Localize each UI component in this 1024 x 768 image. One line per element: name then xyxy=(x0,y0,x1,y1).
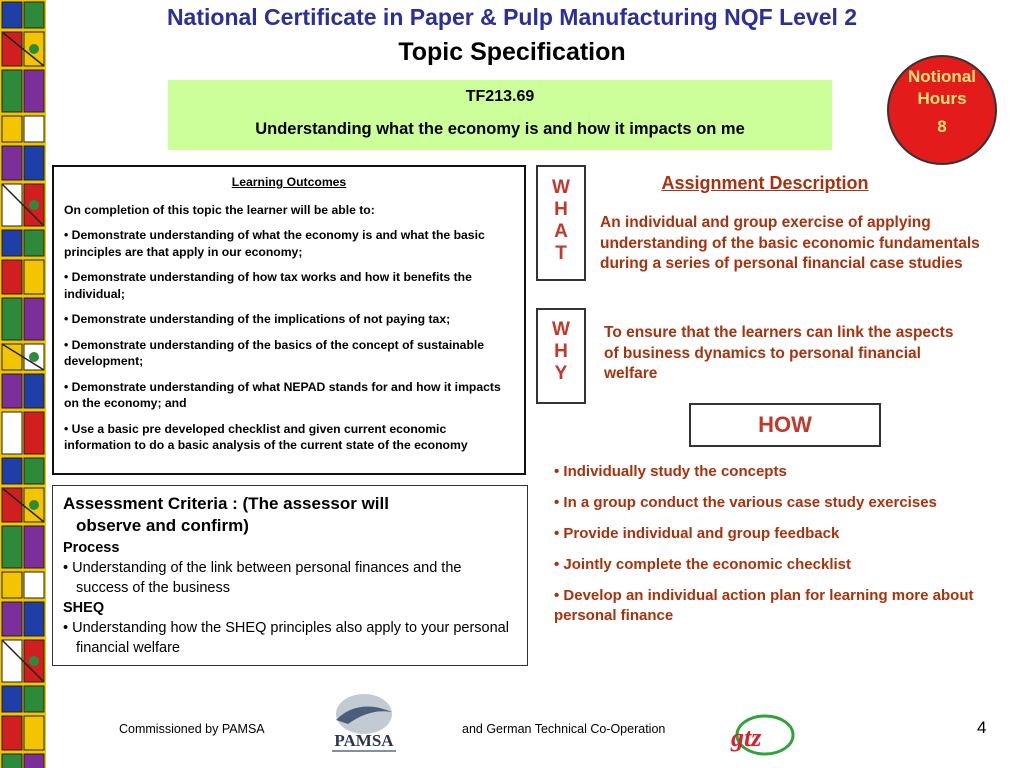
pattern-block xyxy=(2,374,22,408)
page-number: 4 xyxy=(977,718,987,737)
why-text: To ensure that the learners can link the aspects of business dynamics to personal financial welfare xyxy=(604,324,954,382)
why-letter: H xyxy=(554,341,568,362)
pattern-block xyxy=(24,686,44,712)
learning-outcomes-intro: On completion of this topic the learner will be able to: xyxy=(64,202,375,217)
pattern-dot xyxy=(29,656,39,666)
page-subtitle: Topic Specification xyxy=(398,38,626,66)
pattern-block xyxy=(24,716,44,750)
pattern-block xyxy=(2,686,22,712)
footer-partner: and German Technical Co-Operation xyxy=(462,722,666,736)
pattern-block xyxy=(2,602,22,636)
why-box xyxy=(536,308,586,404)
pattern-block xyxy=(2,260,22,294)
pattern-block xyxy=(2,716,22,750)
pattern-block xyxy=(24,260,44,294)
how-list xyxy=(554,462,1004,637)
what-box xyxy=(536,165,586,281)
assessment-heading: Assessment Criteria : (The assessor will xyxy=(63,494,389,513)
assessment-heading-cont: observe and confirm) xyxy=(76,516,249,535)
why-letter: Y xyxy=(554,363,568,384)
how-item: • Individually study the concepts xyxy=(554,463,787,480)
svg-text:gtz: gtz xyxy=(731,723,762,752)
how-item: • Provide individual and group feedback xyxy=(554,525,840,542)
what-letter: W xyxy=(552,177,570,198)
pattern-block xyxy=(2,412,22,454)
how-box: HOW xyxy=(689,403,881,447)
pattern-block xyxy=(24,526,44,568)
notional-hours-badge xyxy=(887,55,997,165)
assignment-description-text: An individual and group exercise of applying understanding of the basic economic fundamentals during a series of personal financial case studies xyxy=(600,214,980,272)
pattern-block xyxy=(2,2,22,28)
pattern-dot xyxy=(29,500,39,510)
pamsa-logo xyxy=(318,690,410,760)
topic-code: TF213.69 xyxy=(465,88,535,105)
hours-value: 8 xyxy=(937,117,947,136)
pattern-block xyxy=(2,526,22,568)
pattern-block xyxy=(24,116,44,142)
learning-outcome-item: • Demonstrate understanding of the implications of not paying tax; xyxy=(64,312,451,326)
assignment-description-heading: Assignment Description xyxy=(661,173,869,193)
pattern-block xyxy=(2,70,22,112)
decorative-pattern-strip xyxy=(0,0,46,768)
learning-outcome-item: • Demonstrate understanding of what NEPAD stands for and how it impacts on the economy; and xyxy=(64,379,501,410)
topic-box xyxy=(168,80,832,150)
pattern-block xyxy=(24,754,44,768)
how-item: • Jointly complete the economic checklist xyxy=(554,556,852,573)
topic-name: Understanding what the economy is and how it impacts on me xyxy=(255,120,745,138)
pattern-block xyxy=(2,298,22,340)
pattern-block xyxy=(2,458,22,484)
learning-outcomes-box xyxy=(52,165,526,475)
pattern-block xyxy=(2,230,22,256)
learning-outcomes-heading: Learning Outcomes xyxy=(231,175,347,189)
pattern-block xyxy=(2,146,22,180)
pattern-block xyxy=(24,230,44,256)
page-title: National Certificate in Paper & Pulp Manufacturing NQF Level 2 xyxy=(166,4,858,30)
pattern-block xyxy=(24,146,44,180)
pattern-dot xyxy=(29,44,39,54)
process-label: Process xyxy=(63,540,120,556)
pattern-block xyxy=(2,184,22,226)
pattern-block xyxy=(2,344,22,370)
process-item: • Understanding of the link between personal finances and the success of the business xyxy=(63,560,462,596)
pattern-dot xyxy=(29,352,39,362)
learning-outcome-item: • Use a basic pre developed checklist and given current economic information to do a basic analysis of the current state of the economy xyxy=(64,421,468,452)
hours-label-line2: Hours xyxy=(917,89,967,108)
what-letter: A xyxy=(554,221,568,242)
pattern-block xyxy=(2,116,22,142)
pattern-block xyxy=(24,412,44,454)
pattern-block xyxy=(24,602,44,636)
what-letter: T xyxy=(555,243,567,264)
pattern-block xyxy=(24,572,44,598)
pattern-block xyxy=(2,572,22,598)
pattern-block xyxy=(24,70,44,112)
learning-outcome-item: • Demonstrate understanding of how tax works and how it benefits the individual; xyxy=(64,270,472,301)
pattern-block xyxy=(2,640,22,682)
pattern-block xyxy=(2,754,22,768)
svg-text:PAMSA: PAMSA xyxy=(334,731,394,750)
pattern-dot xyxy=(29,200,39,210)
pattern-block xyxy=(24,2,44,28)
pattern-block xyxy=(2,32,22,66)
how-item: • Develop an individual action plan for learning more about personal finance xyxy=(554,587,974,624)
what-letter: H xyxy=(554,199,568,220)
pattern-block xyxy=(24,374,44,408)
how-item: • In a group conduct the various case study exercises xyxy=(554,494,937,511)
pattern-block xyxy=(2,488,22,522)
footer-commissioned: Commissioned by PAMSA xyxy=(119,722,265,736)
learning-outcome-item: • Demonstrate understanding of the basics of the concept of sustainable development; xyxy=(64,337,485,368)
sheq-label: SHEQ xyxy=(63,600,105,616)
pattern-block xyxy=(24,298,44,340)
pattern-block xyxy=(24,458,44,484)
sheq-item: • Understanding how the SHEQ principles also apply to your personal financial welfare xyxy=(63,620,509,656)
why-letter: W xyxy=(552,319,570,340)
hours-label-line1: Notional xyxy=(908,67,976,86)
learning-outcome-item: • Demonstrate understanding of what the economy is and what the basic principles are that apply in our economy; xyxy=(64,228,485,259)
gtz-logo xyxy=(725,713,797,757)
assessment-criteria-box xyxy=(52,485,528,666)
